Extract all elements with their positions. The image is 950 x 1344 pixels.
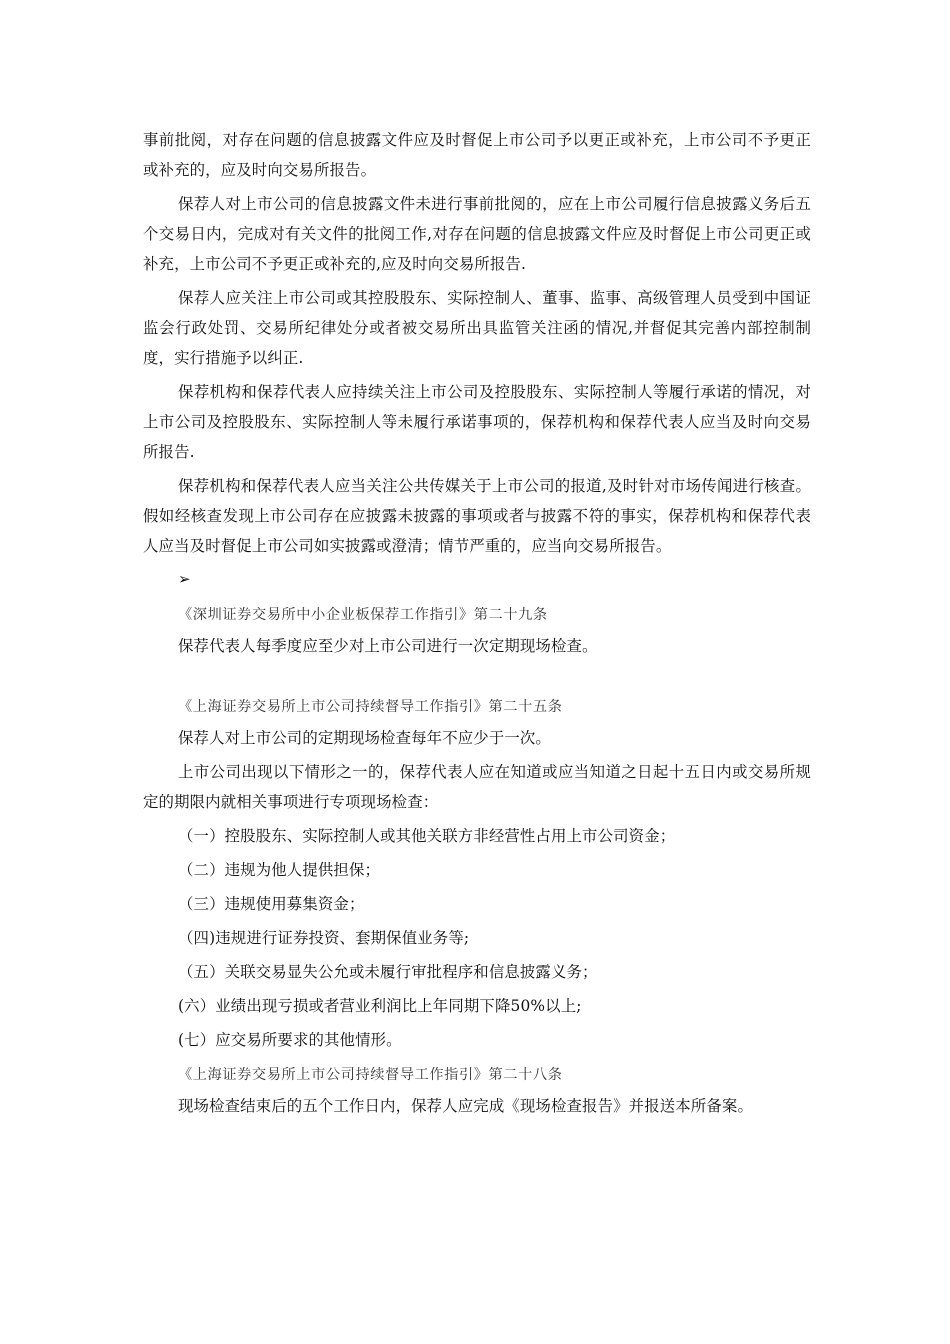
list-item: (六）业绩出现亏损或者营业利润比上年同期下降50%以上; (178, 997, 582, 1015)
list-item: （一）控股股东、实际控制人或其他关联方非经营性占用上市公司资金； (178, 827, 676, 845)
list-item: （三）违规使用募集资金； (178, 895, 365, 913)
list-item: （四)违规进行证券投资、套期保值业务等; (178, 929, 470, 947)
list-item: （五）关联交易显失公允或未履行审批程序和信息披露义务； (178, 963, 598, 981)
section2-text-2: 上市公司出现以下情形之一的，保荐代表人应在知道或应当知道之日起十五日内或交易所规定的期限内就相关事项进行专项现场检查： (143, 763, 811, 811)
document-body (143, 125, 811, 1121)
citation-shanghai-article-28: 《上海证券交易所上市公司持续督导工作指引》第二十八条 (178, 1067, 563, 1083)
paragraph-4: 保荐机构和保荐代表人应持续关注上市公司及控股股东、实际控制人等履行承诺的情况，对上市公司及控股股东、实际控制人等未履行承诺事项的，保荐机构和保荐代表人应当及时向交易所报告. (143, 383, 811, 461)
arrow-bullet-icon: ➢ (178, 570, 191, 588)
paragraph-1: 事前批阅，对存在问题的信息披露文件应及时督促上市公司予以更正或补充，上市公司不予更正或补充的，应及时向交易所报告。 (143, 131, 811, 179)
section1-text: 保荐代表人每季度应至少对上市公司进行一次定期现场检查。 (178, 637, 598, 655)
inspection-conditions-list (143, 821, 811, 1055)
paragraph-2: 保荐人对上市公司的信息披露文件未进行事前批阅的，应在上市公司履行信息披露义务后五个交易日内，完成对有关文件的批阅工作,对存在问题的信息披露文件应及时督促上市公司更正或补充，上市公司不予更正或补充的,应及时向交易所报告. (143, 195, 811, 273)
paragraph-5: 保荐机构和保荐代表人应当关注公共传媒关于上市公司的报道,及时针对市场传闻进行核查。假如经核查发现上市公司存在应披露未披露的事项或者与披露不符的事实，保荐机构和保荐代表人应当及时督促上市公司如实披露或澄清；情节严重的，应当向交易所报告。 (143, 477, 811, 555)
list-item: （二）违规为他人提供担保； (178, 861, 381, 879)
section2-text-1: 保荐人对上市公司的定期现场检查每年不应少于一次。 (178, 729, 551, 747)
section3-text: 现场检查结束后的五个工作日内，保荐人应完成《现场检查报告》并报送本所备案。 (178, 1097, 754, 1115)
list-item: (七）应交易所要求的其他情形。 (178, 1031, 402, 1049)
citation-shanghai-article-25: 《上海证券交易所上市公司持续督导工作指引》第二十五条 (178, 699, 563, 715)
paragraph-3: 保荐人应关注上市公司或其控股股东、实际控制人、董事、监事、高级管理人员受到中国证监会行政处罚、交易所纪律处分或者被交易所出具监管关注函的情况,并督促其完善内部控制制度，实行措施予以纠正. (143, 289, 811, 367)
citation-shenzhen-article-29: 《深圳证券交易所中小企业板保荐工作指引》第二十九条 (178, 607, 548, 623)
